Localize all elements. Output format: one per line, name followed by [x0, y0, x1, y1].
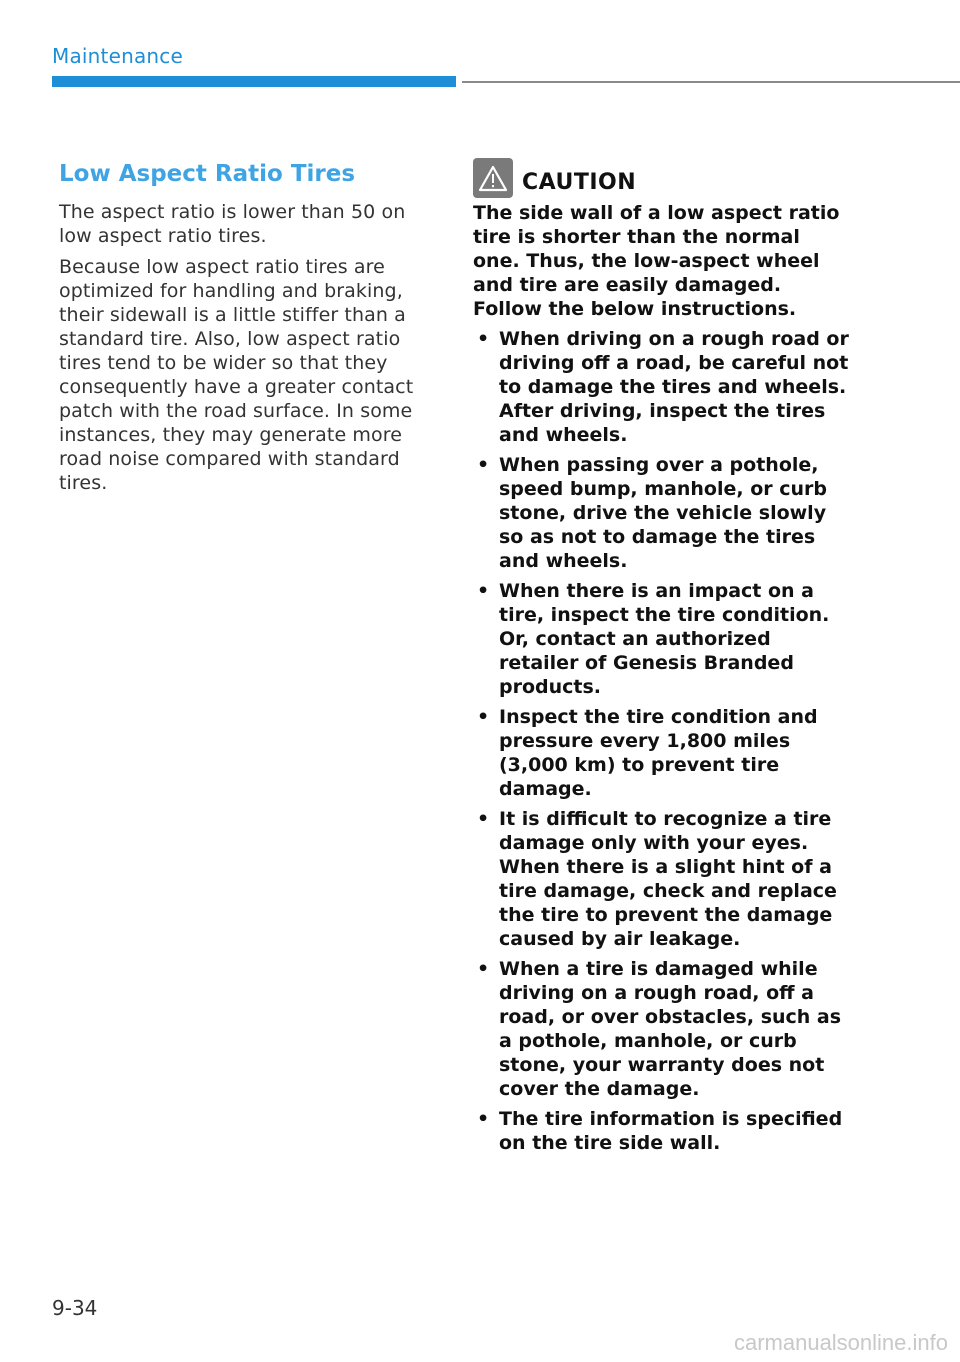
- list-item-text: When passing over a pothole, speed bump, manhole, or curb stone, drive the vehicle slowly so as not to damage the tires and wheels.: [499, 454, 828, 572]
- list-item-text: When driving on a rough road or driving off a road, be careful not to damage the tires and wheels. After driving, inspect the tires and wheels.: [499, 328, 849, 446]
- warning-triangle-icon: [473, 158, 513, 198]
- list-item-text: When there is an impact on a tire, inspect the tire condition. Or, contact an authorized retailer of Genesis Branded products.: [499, 580, 830, 698]
- bullet: •: [477, 454, 490, 476]
- list-item: [473, 807, 853, 951]
- body-paragraph: Because low aspect ratio tires are optimized for handling and braking, their sidewall is a little stiffer than a standard tire. Also, low aspect ratio tires tend to be wider so that they consequently have a greater contact patch with the road surface. In some instances, they may generate more road noise compared with standard tires.: [59, 256, 414, 494]
- caution-title: CAUTION: [522, 169, 637, 195]
- bullet: •: [477, 808, 490, 830]
- watermark: carmanualsonline.info: [733, 1330, 948, 1355]
- bullet: •: [477, 1108, 490, 1130]
- page-number: 9-34: [52, 1296, 98, 1320]
- section-heading: Low Aspect Ratio Tires: [59, 161, 356, 187]
- list-item: [473, 327, 853, 447]
- list-item: [473, 957, 853, 1101]
- list-item: [473, 579, 853, 699]
- caution-box: [473, 158, 853, 1161]
- list-item-text: When a tire is damaged while driving on a rough road, off a road, or over obstacles, such as a pothole, manhole, or curb stone, your warranty does not cover the damage.: [499, 958, 842, 1100]
- header-accent-bar: [52, 76, 456, 87]
- bullet: •: [477, 706, 490, 728]
- caution-list: [473, 327, 853, 1155]
- list-item: [473, 1107, 853, 1155]
- caution-header: [473, 158, 853, 198]
- section-title: Maintenance: [52, 44, 183, 68]
- body-paragraph: The aspect ratio is lower than 50 on low aspect ratio tires.: [59, 201, 406, 247]
- list-item: [473, 705, 853, 801]
- list-item: [473, 453, 853, 573]
- bullet: •: [477, 580, 490, 602]
- bullet: •: [477, 328, 490, 350]
- header-rule: [462, 81, 960, 83]
- left-column: [59, 158, 437, 502]
- list-item-text: It is difficult to recognize a tire damage only with your eyes. When there is a slight hint of a tire damage, check and replace the tire to prevent the damage caused by air leakage.: [499, 808, 837, 950]
- list-item-text: Inspect the tire condition and pressure every 1,800 miles (3,000 km) to prevent tire damage.: [499, 706, 818, 800]
- bullet: •: [477, 958, 490, 980]
- caution-intro: The side wall of a low aspect ratio tire is shorter than the normal one. Thus, the low-aspect wheel and tire are easily damaged. Follow the below instructions.: [473, 202, 840, 320]
- list-item-text: The tire information is specified on the tire side wall.: [499, 1108, 843, 1154]
